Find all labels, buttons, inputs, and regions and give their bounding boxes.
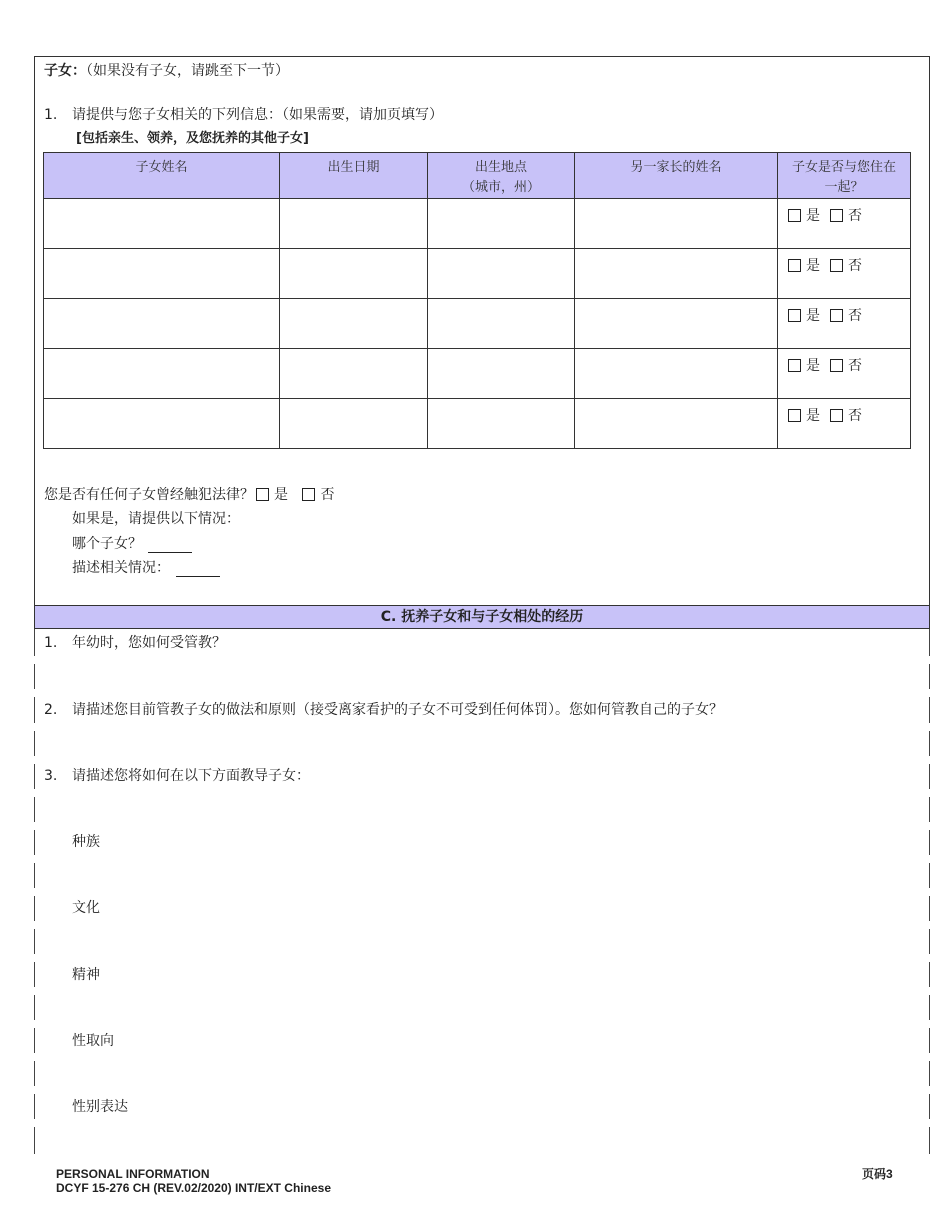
section-c-title: C. 抚养子女和与子女相处的经历 [380,609,584,625]
lives-no-label: 否 [848,308,862,324]
rule-left [34,863,35,888]
lives-yes-label: 是 [806,208,820,224]
cell-birth-date[interactable] [280,299,428,349]
rule-left [34,929,35,954]
c-q2-num: 2. [44,702,58,718]
cell-child-name[interactable] [44,249,280,299]
topic-sexual-orientation: 性取向 [72,1033,114,1049]
topic-culture: 文化 [72,900,100,916]
cell-other-parent[interactable] [575,249,778,299]
rule-right [929,830,930,855]
rule-left [34,664,35,689]
which-child-field[interactable] [148,538,192,553]
rule-right [929,1061,930,1086]
c-q1-num: 1. [44,635,58,651]
children-q1-note: [包括亲生、领养，及您抚养的其他子女] [76,131,309,146]
topic-gender-expression: 性别表达 [72,1099,128,1115]
topic-spirituality: 精神 [72,967,100,983]
children-table-row [44,249,911,299]
children-table-row [44,349,911,399]
rule-right [929,1028,930,1053]
lives-yes-checkbox[interactable] [788,359,801,372]
rule-right [929,1127,930,1154]
rule-left [34,731,35,756]
lives-no-checkbox[interactable] [830,259,843,272]
cell-child-name[interactable] [44,349,280,399]
lives-no-checkbox[interactable] [830,409,843,422]
cell-lives-with-you [778,299,911,349]
cell-lives-with-you [778,399,911,449]
footer-title: PERSONAL INFORMATION [56,1167,210,1181]
cell-lives-with-you [778,199,911,249]
rule-right [929,1094,930,1119]
rule-left [34,962,35,987]
lives-yes-label: 是 [806,408,820,424]
if-yes-instructions: 如果是，请提供以下情况： [72,511,240,527]
lives-no-checkbox[interactable] [830,359,843,372]
lives-yes-checkbox[interactable] [788,209,801,222]
children-heading: 子女： [44,63,86,79]
which-child-line [72,535,192,553]
rule-right [929,995,930,1020]
lives-no-checkbox[interactable] [830,209,843,222]
describe-line [72,559,220,577]
lives-yes-label: 是 [806,358,820,374]
rule-right [929,929,930,954]
describe-label: 描述相关情况： [72,560,170,576]
section-c-header [34,605,930,629]
describe-field[interactable] [176,562,220,577]
rule-left [34,764,35,789]
rule-left [34,1061,35,1086]
cell-child-name[interactable] [44,399,280,449]
header-birth-date: 出生日期 [280,153,428,199]
footer-page-number: 页码3 [862,1167,893,1181]
rule-left [34,830,35,855]
lives-yes-label: 是 [806,308,820,324]
rule-right [929,697,930,723]
header-lives-with-you: 子女是否与您住在 一起？ [778,153,911,199]
which-child-label: 哪个子女？ [72,536,142,552]
law-no-checkbox[interactable] [302,488,315,501]
cell-other-parent[interactable] [575,399,778,449]
rule-right [929,731,930,756]
rule-right [929,797,930,822]
c-q3-num: 3. [44,768,58,784]
lives-yes-checkbox[interactable] [788,309,801,322]
lives-no-checkbox[interactable] [830,309,843,322]
lives-no-label: 否 [848,208,862,224]
law-question-line [44,484,334,504]
rule-right [929,764,930,789]
c-q1-text: 年幼时，您如何受管教？ [72,635,226,651]
law-question: 您是否有任何子女曾经触犯法律？ [44,487,254,503]
lives-no-label: 否 [848,358,862,374]
rule-right [929,664,930,689]
cell-lives-with-you [778,249,911,299]
rule-right [929,629,930,656]
cell-other-parent[interactable] [575,299,778,349]
rule-left [34,1127,35,1154]
rule-right [929,863,930,888]
children-heading-note: （如果没有子女，请跳至下一节） [86,63,289,79]
children-table-header [44,153,911,199]
rule-right [929,962,930,987]
law-yes-checkbox[interactable] [256,488,269,501]
rule-right [929,896,930,921]
header-other-parent: 另一家长的姓名 [575,153,778,199]
children-q1-text: 请提供与您子女相关的下列信息：（如果需要，请加页填写） [72,107,443,123]
cell-other-parent[interactable] [575,349,778,399]
rule-left [34,629,35,656]
rule-left [34,1094,35,1119]
header-birth-place: 出生地点 （城市，州） [428,153,575,199]
children-table-row [44,399,911,449]
children-q1-num: 1. [44,107,58,123]
cell-child-name[interactable] [44,299,280,349]
cell-birth-place[interactable] [428,399,575,449]
cell-birth-date[interactable] [280,249,428,299]
rule-left [34,1028,35,1053]
children-heading-line [44,62,289,80]
cell-birth-date[interactable] [280,399,428,449]
lives-no-label: 否 [848,258,862,274]
rule-left [34,995,35,1020]
children-table [43,152,911,449]
rule-left [34,697,35,723]
cell-birth-place[interactable] [428,349,575,399]
lives-yes-checkbox[interactable] [788,259,801,272]
cell-child-name[interactable] [44,199,280,249]
c-q3-text: 请描述您将如何在以下方面教导子女： [72,768,310,784]
topic-race: 种族 [72,834,100,850]
cell-birth-date[interactable] [280,349,428,399]
cell-birth-place[interactable] [428,199,575,249]
cell-birth-place[interactable] [428,249,575,299]
rule-left [34,797,35,822]
cell-lives-with-you [778,349,911,399]
header-child-name: 子女姓名 [44,153,280,199]
footer-form-id: DCYF 15-276 CH (REV.02/2020) INT/EXT Chinese [56,1181,331,1195]
rule-left [34,896,35,921]
children-table-row [44,199,911,249]
lives-no-label: 否 [848,408,862,424]
cell-other-parent[interactable] [575,199,778,249]
lives-yes-label: 是 [806,258,820,274]
law-yes-label: 是 [274,487,288,503]
cell-birth-place[interactable] [428,299,575,349]
cell-birth-date[interactable] [280,199,428,249]
lives-yes-checkbox[interactable] [788,409,801,422]
law-no-label: 否 [320,487,335,503]
c-q2-text: 请描述您目前管教子女的做法和原则（接受离家看护的子女不可受到任何体罚）。您如何管教自己的子女？ [72,702,723,718]
children-table-row [44,299,911,349]
